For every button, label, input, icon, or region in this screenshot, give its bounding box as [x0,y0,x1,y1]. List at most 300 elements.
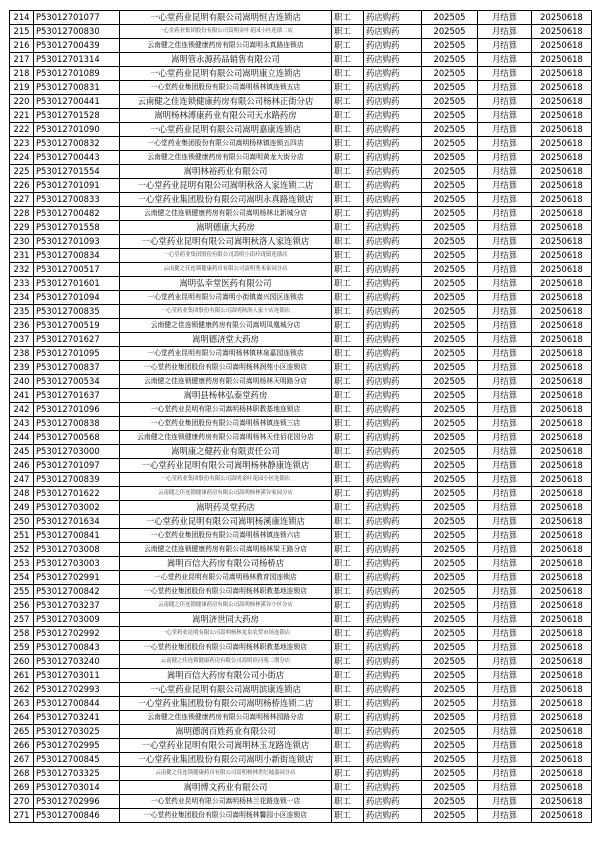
institution-code-cell: P53012701089 [34,67,120,81]
table-row [10,515,592,529]
settlement-period-cell: 202505 [422,529,478,543]
table-row [10,753,592,767]
insured-type-cell: 职工 [332,543,364,557]
row-number-cell: 250 [10,515,34,529]
institution-code-cell: P53012701095 [34,347,120,361]
settlement-date-cell: 20250618 [532,571,592,585]
insured-type-cell: 职工 [332,683,364,697]
insured-type-cell: 职工 [332,767,364,781]
insured-type-cell: 职工 [332,753,364,767]
settlement-period-cell: 202505 [422,543,478,557]
medical-category-cell: 药店购药 [364,543,422,557]
settlement-date-cell: 20250618 [532,445,592,459]
settlement-date-cell: 20250618 [532,151,592,165]
pharmacy-name-cell: 一心堂药业集团股份有限公司嵩明小新街连锁店 [120,753,332,767]
settlement-method-cell: 月结算 [478,67,532,81]
settlement-method-cell: 月结算 [478,137,532,151]
settlement-date-cell: 20250618 [532,431,592,445]
insured-type-cell: 职工 [332,53,364,67]
insured-type-cell: 职工 [332,11,364,25]
table-row [10,683,592,697]
pharmacy-name-cell: 一心堂药业昆明有限公司嵩明秋洛人家连锁二店 [120,179,332,193]
insured-type-cell: 职工 [332,487,364,501]
institution-code-cell: P53012703237 [34,599,120,613]
settlement-method-cell: 月结算 [478,767,532,781]
table-row [10,319,592,333]
settlement-period-cell: 202505 [422,669,478,683]
table-row [10,739,592,753]
insured-type-cell: 职工 [332,641,364,655]
insured-type-cell: 职工 [332,445,364,459]
settlement-method-cell: 月结算 [478,585,532,599]
settlement-date-cell: 20250618 [532,67,592,81]
pharmacy-name-cell: 一心堂药业集团股份有限公司嵩明杨林镇连锁六店 [120,529,332,543]
medical-category-cell: 药店购药 [364,347,422,361]
insured-type-cell: 职工 [332,39,364,53]
table-body [10,11,592,823]
row-number-cell: 259 [10,641,34,655]
settlement-date-cell: 20250618 [532,263,592,277]
table-row [10,375,592,389]
settlement-method-cell: 月结算 [478,109,532,123]
pharmacy-name-cell: 云南健之佳连锁健康药房有限公司嵩明永真路连锁店 [120,39,332,53]
row-number-cell: 229 [10,221,34,235]
row-number-cell: 255 [10,585,34,599]
settlement-date-cell: 20250618 [532,221,592,235]
settlement-period-cell: 202505 [422,473,478,487]
settlement-period-cell: 202505 [422,137,478,151]
medical-category-cell: 药店购药 [364,683,422,697]
medical-category-cell: 药店购药 [364,123,422,137]
row-number-cell: 261 [10,669,34,683]
pharmacy-name-cell: 一心堂药业集团股份有限公司嵩明杨林镇连锁三店 [120,417,332,431]
settlement-method-cell: 月结算 [478,557,532,571]
pharmacy-name-cell: 嵩明百信大药房有限公司小街店 [120,669,332,683]
medical-category-cell: 药店购药 [364,669,422,683]
settlement-date-cell: 20250618 [532,417,592,431]
row-number-cell: 227 [10,193,34,207]
settlement-date-cell: 20250618 [532,277,592,291]
medical-category-cell: 药店购药 [364,333,422,347]
table-row [10,445,592,459]
settlement-method-cell: 月结算 [478,207,532,221]
insured-type-cell: 职工 [332,277,364,291]
row-number-cell: 249 [10,501,34,515]
table-row [10,501,592,515]
pharmacy-name-cell: 一心堂药业集团股份有限公司嵩明杨林馨园小区连锁店 [120,809,332,823]
row-number-cell: 233 [10,277,34,291]
settlement-date-cell: 20250618 [532,39,592,53]
table-row [10,291,592,305]
table-row [10,137,592,151]
medical-category-cell: 药店购药 [364,557,422,571]
medical-category-cell: 药店购药 [364,263,422,277]
institution-code-cell: P53012701601 [34,277,120,291]
pharmacy-name-cell: 嵩明林裕药业有限公司 [120,165,332,179]
table-row [10,641,592,655]
institution-code-cell: P53012701622 [34,487,120,501]
medical-category-cell: 药店购药 [364,305,422,319]
settlement-period-cell: 202505 [422,641,478,655]
settlement-method-cell: 月结算 [478,459,532,473]
settlement-method-cell: 月结算 [478,571,532,585]
institution-code-cell: P53012700845 [34,753,120,767]
medical-category-cell: 药店购药 [364,585,422,599]
table-row [10,781,592,795]
medical-category-cell: 药店购药 [364,417,422,431]
medical-category-cell: 药店购药 [364,501,422,515]
insured-type-cell: 职工 [332,501,364,515]
medical-category-cell: 药店购药 [364,613,422,627]
settlement-method-cell: 月结算 [478,683,532,697]
settlement-period-cell: 202505 [422,333,478,347]
row-number-cell: 223 [10,137,34,151]
settlement-period-cell: 202505 [422,151,478,165]
settlement-period-cell: 202505 [422,389,478,403]
settlement-period-cell: 202505 [422,711,478,725]
pharmacy-name-cell: 云南健之佳连锁健康药房有限公司嵩明杨林溪谷家园分店 [120,487,332,501]
pharmacy-name-cell: 一心堂药业昆明有限公司嵩明秋洛人家连锁店 [120,235,332,249]
insured-type-cell: 职工 [332,389,364,403]
pharmacy-name-cell: 云南健之佳连锁健康药房有限公司嵩明滨河苑二期分店 [120,655,332,669]
settlement-method-cell: 月结算 [478,627,532,641]
medical-category-cell: 药店购药 [364,151,422,165]
settlement-method-cell: 月结算 [478,529,532,543]
medical-category-cell: 药店购药 [364,753,422,767]
pharmacy-name-cell: 嵩明德济堂大药房 [120,333,332,347]
pharmacy-name-cell: 一心堂药业昆明有限公司嵩明杨林龙泉农贸市场连锁店 [120,627,332,641]
pharmacy-name-cell: 云南健之佳连锁健康药房有限公司嵩明黄龙大街分店 [120,151,332,165]
table-row [10,795,592,809]
pharmacy-name-cell: 一心堂药业昆明有限公司嵩明杨溪康连锁店 [120,515,332,529]
settlement-date-cell: 20250618 [532,683,592,697]
medical-category-cell: 药店购药 [364,641,422,655]
table-row [10,221,592,235]
settlement-date-cell: 20250618 [532,487,592,501]
row-number-cell: 241 [10,389,34,403]
institution-code-cell: P53012700835 [34,305,120,319]
insured-type-cell: 职工 [332,725,364,739]
settlement-date-cell: 20250618 [532,753,592,767]
row-number-cell: 266 [10,739,34,753]
settlement-date-cell: 20250618 [532,697,592,711]
row-number-cell: 237 [10,333,34,347]
medical-category-cell: 药店购药 [364,53,422,67]
settlement-period-cell: 202505 [422,81,478,95]
settlement-method-cell: 月结算 [478,249,532,263]
pharmacy-name-cell: 一心堂药业昆明有限公司嵩明杨林职教基地连锁店 [120,403,332,417]
settlement-date-cell: 20250618 [532,501,592,515]
row-number-cell: 218 [10,67,34,81]
settlement-date-cell: 20250618 [532,655,592,669]
settlement-period-cell: 202505 [422,557,478,571]
settlement-period-cell: 202505 [422,53,478,67]
medical-category-cell: 药店购药 [364,809,422,823]
medical-category-cell: 药店购药 [364,781,422,795]
institution-code-cell: P53012703000 [34,445,120,459]
settlement-date-cell: 20250618 [532,249,592,263]
settlement-date-cell: 20250618 [532,333,592,347]
row-number-cell: 267 [10,753,34,767]
institution-code-cell: P53012703011 [34,669,120,683]
settlement-method-cell: 月结算 [478,613,532,627]
table-row [10,123,592,137]
institution-code-cell: P53012701094 [34,291,120,305]
medical-category-cell: 药店购药 [364,25,422,39]
institution-code-cell: P53012701077 [34,11,120,25]
settlement-period-cell: 202505 [422,319,478,333]
row-number-cell: 228 [10,207,34,221]
table-row [10,809,592,823]
table-row [10,389,592,403]
medical-category-cell: 药店购药 [364,109,422,123]
settlement-period-cell: 202505 [422,459,478,473]
settlement-date-cell: 20250618 [532,81,592,95]
institution-code-cell: P53012700443 [34,151,120,165]
table-row [10,151,592,165]
institution-code-cell: P53012701627 [34,333,120,347]
settlement-period-cell: 202505 [422,193,478,207]
settlement-date-cell: 20250618 [532,319,592,333]
settlement-date-cell: 20250618 [532,613,592,627]
insured-type-cell: 职工 [332,25,364,39]
settlement-period-cell: 202505 [422,795,478,809]
settlement-date-cell: 20250618 [532,291,592,305]
table-row [10,305,592,319]
settlement-method-cell: 月结算 [478,781,532,795]
institution-code-cell: P53012701528 [34,109,120,123]
settlement-date-cell: 20250618 [532,557,592,571]
institution-code-cell: P53012702995 [34,739,120,753]
row-number-cell: 245 [10,445,34,459]
medical-category-cell: 药店购药 [364,795,422,809]
settlement-period-cell: 202505 [422,515,478,529]
row-number-cell: 246 [10,459,34,473]
medical-category-cell: 药店购药 [364,599,422,613]
row-number-cell: 248 [10,487,34,501]
insured-type-cell: 职工 [332,599,364,613]
pharmacy-name-cell: 嵩明管永源药品销售有限公司 [120,53,332,67]
table-row [10,235,592,249]
settlement-date-cell: 20250618 [532,375,592,389]
settlement-date-cell: 20250618 [532,627,592,641]
insured-type-cell: 职工 [332,291,364,305]
table-row [10,67,592,81]
settlement-period-cell: 202505 [422,403,478,417]
table-row [10,109,592,123]
row-number-cell: 231 [10,249,34,263]
medical-category-cell: 药店购药 [364,291,422,305]
table-row [10,711,592,725]
institution-code-cell: P53012703241 [34,711,120,725]
institution-code-cell: P53012701090 [34,123,120,137]
row-number-cell: 234 [10,291,34,305]
medical-category-cell: 药店购药 [364,739,422,753]
insured-type-cell: 职工 [332,515,364,529]
row-number-cell: 268 [10,767,34,781]
table-row [10,473,592,487]
settlement-date-cell: 20250618 [532,711,592,725]
settlement-date-cell: 20250618 [532,11,592,25]
medical-category-cell: 药店购药 [364,361,422,375]
table-row [10,333,592,347]
settlement-period-cell: 202505 [422,67,478,81]
table-row [10,263,592,277]
settlement-method-cell: 月结算 [478,431,532,445]
row-number-cell: 258 [10,627,34,641]
row-number-cell: 271 [10,809,34,823]
settlement-method-cell: 月结算 [478,165,532,179]
settlement-period-cell: 202505 [422,221,478,235]
table-row [10,529,592,543]
institution-code-cell: P53012703014 [34,781,120,795]
medical-category-cell: 药店购药 [364,487,422,501]
insured-type-cell: 职工 [332,151,364,165]
settlement-method-cell: 月结算 [478,263,532,277]
settlement-period-cell: 202505 [422,445,478,459]
pharmacy-name-cell: 一心堂药业集团股份有限公司嵩明杨林镇连锁五店 [120,81,332,95]
table-row [10,459,592,473]
insured-type-cell: 职工 [332,459,364,473]
settlement-method-cell: 月结算 [478,361,532,375]
institution-code-cell: P53012701093 [34,235,120,249]
pharmacy-name-cell: 一心堂药业昆明有限公司嵩明杨林兰花路连锁一店 [120,795,332,809]
table-row [10,543,592,557]
institution-code-cell: P53012701637 [34,389,120,403]
settlement-period-cell: 202505 [422,277,478,291]
pharmacy-name-cell: 嵩明百信大药房有限公司杨桥店 [120,557,332,571]
settlement-period-cell: 202505 [422,207,478,221]
medical-category-cell: 药店购药 [364,277,422,291]
settlement-date-cell: 20250618 [532,809,592,823]
settlement-period-cell: 202505 [422,809,478,823]
medical-category-cell: 药店购药 [364,627,422,641]
settlement-method-cell: 月结算 [478,641,532,655]
medical-category-cell: 药店购药 [364,725,422,739]
settlement-method-cell: 月结算 [478,347,532,361]
row-number-cell: 238 [10,347,34,361]
medical-category-cell: 药店购药 [364,39,422,53]
pharmacy-name-cell: 云南健之佳连锁健康药房有限公司嵩明杨林园路分店 [120,711,332,725]
settlement-method-cell: 月结算 [478,753,532,767]
row-number-cell: 253 [10,557,34,571]
settlement-period-cell: 202505 [422,249,478,263]
insured-type-cell: 职工 [332,711,364,725]
insured-type-cell: 职工 [332,417,364,431]
row-number-cell: 226 [10,179,34,193]
table-row [10,669,592,683]
settlement-method-cell: 月结算 [478,445,532,459]
medical-category-cell: 药店购药 [364,445,422,459]
row-number-cell: 230 [10,235,34,249]
table-row [10,53,592,67]
pharmacy-name-cell: 一心堂药业集团股份有限公司嵩明杨林职教基地连锁店 [120,585,332,599]
settlement-method-cell: 月结算 [478,739,532,753]
settlement-date-cell: 20250618 [532,137,592,151]
table-row [10,39,592,53]
institution-code-cell: P53012702993 [34,683,120,697]
settlement-method-cell: 月结算 [478,655,532,669]
institution-code-cell: P53012700534 [34,375,120,389]
settlement-date-cell: 20250618 [532,235,592,249]
row-number-cell: 244 [10,431,34,445]
pharmacy-name-cell: 一心堂药业集团股份有限公司嵩明杨林职教基地连锁店 [120,641,332,655]
insured-type-cell: 职工 [332,473,364,487]
settlement-table [9,10,592,823]
row-number-cell: 252 [10,543,34,557]
row-number-cell: 257 [10,613,34,627]
row-number-cell: 240 [10,375,34,389]
settlement-period-cell: 202505 [422,725,478,739]
table-row [10,599,592,613]
settlement-method-cell: 月结算 [478,389,532,403]
settlement-date-cell: 20250618 [532,165,592,179]
settlement-method-cell: 月结算 [478,543,532,557]
settlement-date-cell: 20250618 [532,95,592,109]
institution-code-cell: P53012700843 [34,641,120,655]
settlement-method-cell: 月结算 [478,725,532,739]
table-row [10,655,592,669]
institution-code-cell: P53012700844 [34,697,120,711]
insured-type-cell: 职工 [332,95,364,109]
settlement-method-cell: 月结算 [478,277,532,291]
medical-category-cell: 药店购药 [364,459,422,473]
table-row [10,403,592,417]
settlement-date-cell: 20250618 [532,795,592,809]
insured-type-cell: 职工 [332,221,364,235]
medical-category-cell: 药店购药 [364,137,422,151]
settlement-method-cell: 月结算 [478,221,532,235]
row-number-cell: 214 [10,11,34,25]
row-number-cell: 216 [10,39,34,53]
pharmacy-name-cell: 一心堂药业集团股份有限公司嵩明金叶花园小区连锁店 [120,473,332,487]
settlement-method-cell: 月结算 [478,515,532,529]
institution-code-cell: P53012701097 [34,459,120,473]
insured-type-cell: 职工 [332,795,364,809]
pharmacy-name-cell: 嵩明康之健药业有限责任公司 [120,445,332,459]
institution-code-cell: P53012700830 [34,25,120,39]
row-number-cell: 236 [10,319,34,333]
institution-code-cell: P53012700842 [34,585,120,599]
settlement-period-cell: 202505 [422,25,478,39]
settlement-period-cell: 202505 [422,585,478,599]
settlement-date-cell: 20250618 [532,725,592,739]
settlement-date-cell: 20250618 [532,389,592,403]
settlement-date-cell: 20250618 [532,529,592,543]
settlement-period-cell: 202505 [422,627,478,641]
row-number-cell: 239 [10,361,34,375]
pharmacy-name-cell: 云南健之佳连锁健康药房有限公司嵩明凤凰城分店 [120,319,332,333]
insured-type-cell: 职工 [332,739,364,753]
settlement-period-cell: 202505 [422,655,478,669]
row-number-cell: 251 [10,529,34,543]
settlement-method-cell: 月结算 [478,291,532,305]
medical-category-cell: 药店购药 [364,375,422,389]
insured-type-cell: 职工 [332,809,364,823]
table-row [10,249,592,263]
table-row [10,571,592,585]
settlement-method-cell: 月结算 [478,599,532,613]
settlement-method-cell: 月结算 [478,11,532,25]
settlement-period-cell: 202505 [422,263,478,277]
insured-type-cell: 职工 [332,249,364,263]
settlement-date-cell: 20250618 [532,361,592,375]
institution-code-cell: P53012701558 [34,221,120,235]
medical-category-cell: 药店购药 [364,473,422,487]
row-number-cell: 243 [10,417,34,431]
settlement-period-cell: 202505 [422,683,478,697]
settlement-date-cell: 20250618 [532,403,592,417]
